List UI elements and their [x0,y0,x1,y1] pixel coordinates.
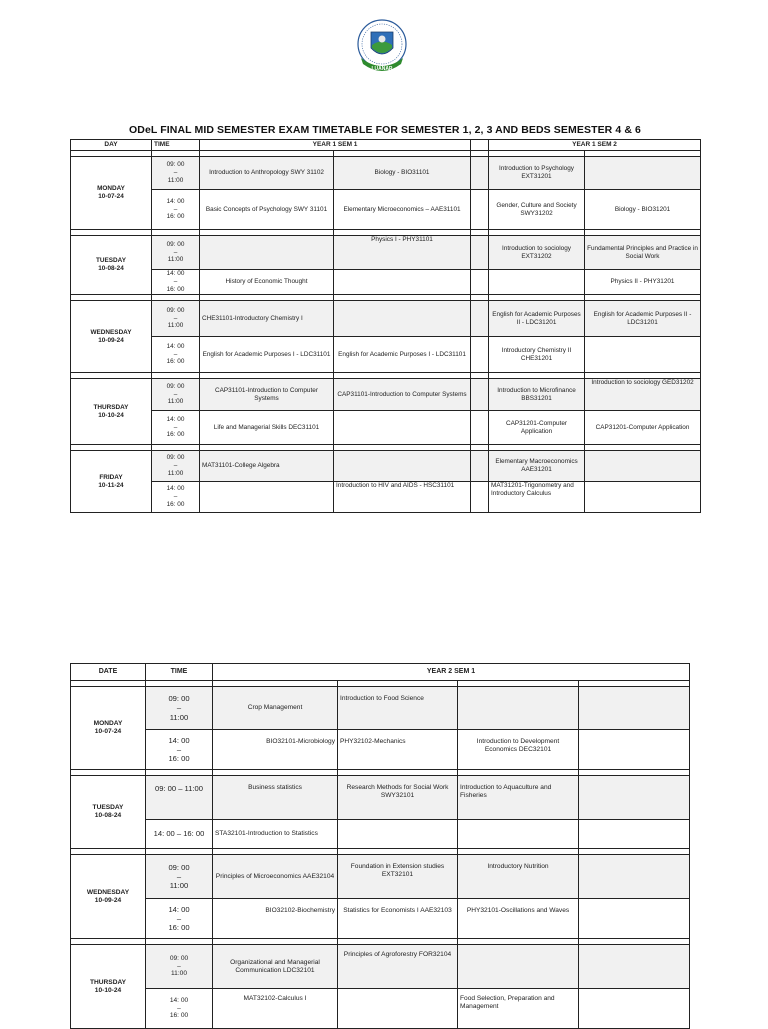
exam-cell: Basic Concepts of Psychology SWY 31101 [200,190,334,230]
exam-cell [579,776,690,820]
time-cell: 14: 00 – 16: 00 [146,899,213,939]
exam-cell: English for Academic Purposes II - LDC31201 [489,301,585,337]
exam-cell [585,337,701,373]
exam-cell: Introduction to Microfinance BBS31201 [489,379,585,411]
day-cell: THURSDAY 10-10-24 [71,945,146,1029]
exam-cell: Introduction to Psychology EXT31201 [489,157,585,190]
exam-cell: CAP31101-Introduction to Computer Systems [334,379,471,411]
exam-cell [200,236,334,270]
exam-cell: Foundation in Extension studies EXT32101 [338,855,458,899]
logo-text: LUANAR [371,66,393,72]
exam-cell: CAP31201-Computer Application [489,411,585,445]
exam-cell: PHY32101-Oscillations and Waves [458,899,579,939]
time-cell: 09: 00 – 11:00 [152,379,200,411]
timetable-year2 [70,663,690,1029]
exam-cell: Principles of Microeconomics AAE32104 [213,855,338,899]
exam-cell: Research Methods for Social Work SWY32101 [338,776,458,820]
exam-cell: Introduction to sociology EXT31202 [489,236,585,270]
day-cell: TUESDAY 10-08-24 [71,776,146,849]
exam-cell: Crop Management [213,687,338,730]
exam-cell [579,687,690,730]
exam-cell: MAT31101-College Algebra [200,451,334,482]
time-cell: 09: 00 – 11:00 [146,945,213,989]
exam-cell: Food Selection, Preparation and Management [458,989,579,1029]
exam-cell [458,945,579,989]
exam-cell: Biology - BIO31201 [585,190,701,230]
exam-cell: PHY32102-Mechanics [338,730,458,770]
header-day: DAY [71,140,152,151]
time-cell: 14: 00 – 16: 00 [152,482,200,513]
exam-cell: Introduction to sociology GED31202 [585,379,701,411]
time-cell: 14: 00 – 16: 00 [152,337,200,373]
exam-cell: Physics I - PHY31101 [334,236,471,270]
exam-cell [458,687,579,730]
exam-cell: Introduction to HIV and AIDS - HSC31101 [334,482,471,513]
day-cell: WEDNESDAY 10-09-24 [71,855,146,939]
university-crest-logo [351,18,413,78]
exam-cell: Fundamental Principles and Practice in Social Work [585,236,701,270]
time-cell: 14: 00 – 16: 00 [146,989,213,1029]
exam-cell: English for Academic Purposes I - LDC31101 [200,337,334,373]
exam-cell [200,482,334,513]
exam-cell: CAP31101-Introduction to Computer Systems [200,379,334,411]
exam-cell [489,270,585,295]
exam-cell [585,451,701,482]
exam-cell [334,301,471,337]
exam-cell: Introduction to Food Science [338,687,458,730]
exam-cell: Introductory Chemistry II CHE31201 [489,337,585,373]
exam-cell: Gender, Culture and Society SWY31202 [489,190,585,230]
exam-cell: Life and Managerial Skills DEC31101 [200,411,334,445]
exam-cell [334,411,471,445]
page-title: ODeL FINAL MID SEMESTER EXAM TIMETABLE FOR SEMESTER 1, 2, 3 AND BEDS SEMESTER 4 & 6 [129,124,641,136]
day-cell: WEDNESDAY 10-09-24 [71,301,152,373]
exam-cell [579,945,690,989]
exam-cell: Introduction to Aquaculture and Fisheries [458,776,579,820]
exam-cell [334,451,471,482]
exam-cell [585,482,701,513]
exam-cell: Introduction to Development Economics DEC32101 [458,730,579,770]
exam-cell: Business statistics [213,776,338,820]
time-cell: 09: 00 – 11:00 [146,776,213,820]
exam-cell [338,820,458,849]
exam-cell: Principles of Agroforestry FOR32104 [338,945,458,989]
header-year1-sem2: YEAR 1 SEM 2 [489,140,701,151]
exam-cell [579,989,690,1029]
exam-cell [579,899,690,939]
header-date: DATE [71,664,146,681]
exam-cell: Elementary Microeconomics – AAE31101 [334,190,471,230]
exam-cell: English for Academic Purposes II - LDC31201 [585,301,701,337]
time-cell: 14: 00 – 16: 00 [152,270,200,295]
day-cell: THURSDAY 10-10-24 [71,379,152,445]
exam-cell: CAP31201-Computer Application [585,411,701,445]
exam-cell: MAT32102-Calculus I [213,989,338,1029]
time-cell: 09: 00 – 11:00 [152,236,200,270]
time-cell: 09: 00 – 11:00 [152,451,200,482]
header-year2-sem1: YEAR 2 SEM 1 [213,664,690,681]
exam-cell [579,730,690,770]
exam-cell: CHE31101-Introductory Chemistry I [200,301,334,337]
exam-cell [458,820,579,849]
day-cell: MONDAY 10-07-24 [71,687,146,770]
exam-cell: History of Economic Thought [200,270,334,295]
exam-cell [579,855,690,899]
exam-cell: BIO32102-Biochemistry [213,899,338,939]
time-cell: 14: 00 – 16: 00 [152,190,200,230]
exam-cell [334,270,471,295]
timetable-year1 [70,139,701,513]
time-cell: 09: 00 – 11:00 [146,687,213,730]
day-cell: MONDAY 10-07-24 [71,157,152,230]
header-year1-sem1: YEAR 1 SEM 1 [200,140,471,151]
exam-cell [579,820,690,849]
day-cell: FRIDAY 10-11-24 [71,451,152,513]
exam-cell: MAT31201-Trigonometry and Introductory Calculus [489,482,585,513]
exam-cell: Organizational and Managerial Communication LDC32101 [213,945,338,989]
exam-cell: Introductory Nutrition [458,855,579,899]
exam-cell [585,157,701,190]
time-cell: 14: 00 – 16: 00 [146,730,213,770]
exam-cell: Biology - BIO31101 [334,157,471,190]
day-cell: TUESDAY 10-08-24 [71,236,152,295]
time-cell: 09: 00 – 11:00 [152,157,200,190]
exam-cell: BIO32101-Microbiology [213,730,338,770]
exam-cell [338,989,458,1029]
exam-cell: Physics II - PHY31201 [585,270,701,295]
time-cell: 09: 00 – 11:00 [146,855,213,899]
header-time: TIME [152,140,200,151]
header-time: TIME [146,664,213,681]
time-cell: 14: 00 – 16: 00 [152,411,200,445]
exam-cell: Statistics for Economists I AAE32103 [338,899,458,939]
time-cell: 09: 00 – 11:00 [152,301,200,337]
time-cell: 14: 00 – 16: 00 [146,820,213,849]
exam-cell: STA32101-Introduction to Statistics [213,820,338,849]
exam-cell: Elementary Macroeconomics AAE31201 [489,451,585,482]
exam-cell: English for Academic Purposes I - LDC31101 [334,337,471,373]
exam-cell: Introduction to Anthropology SWY 31102 [200,157,334,190]
